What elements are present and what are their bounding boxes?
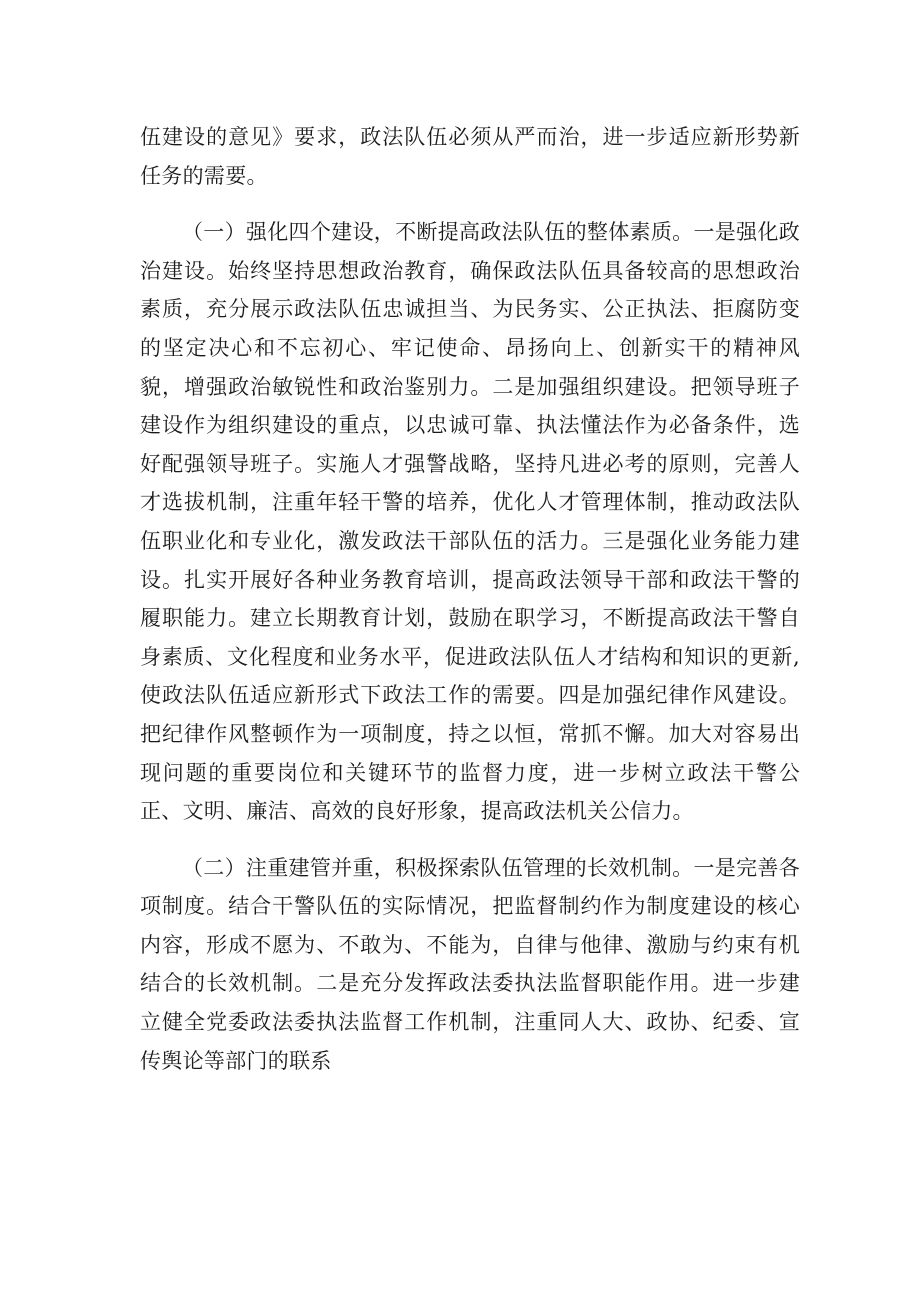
document-body	[140, 118, 800, 1080]
paragraph-section-1: （一）强化四个建设，不断提高政法队伍的整体素质。一是强化政治建设。始终坚持思想政治教育，确保政法队伍具备较高的思想政治素质，充分展示政法队伍忠诚担当、为民务实、公正执法、拒腐防变的坚定决心和不忘初心、牢记使命、昂扬向上、创新实干的精神风貌，增强政治敏锐性和政治鉴别力。二是加强组织建设。把领导班子建设作为组织建设的重点，以忠诚可靠、执法懂法作为必备条件，选好配强领导班子。实施人才强警战略，坚持凡进必考的原则，完善人才选拔机制，注重年轻干警的培养，优化人才管理体制，推动政法队伍职业化和专业化，激发政法干部队伍的活力。三是强化业务能力建设。扎实开展好各种业务教育培训，提高政法领导干部和政法干警的履职能力。建立长期教育计划，鼓励在职学习，不断提高政法干警自身素质、文化程度和业务水平，促进政法队伍人才结构和知识的更新,使政法队伍适应新形式下政法工作的需要。四是加强纪律作风建设。把纪律作风整顿作为一项制度，持之以恒，常抓不懈。加大对容易出现问题的重要岗位和关键环节的监督力度，进一步树立政法干警公正、文明、廉洁、高效的良好形象，提高政法机关公信力。	[140, 220, 800, 824]
paragraph-gap	[140, 831, 800, 849]
paragraph-gap	[140, 195, 800, 213]
paragraph-continuation: 伍建设的意见》要求，政法队伍必须从严而治，进一步适应新形势新任务的需要。	[140, 125, 800, 188]
paragraph-section-2: （二）注重建管并重，积极探索队伍管理的长效机制。一是完善各项制度。结合干警队伍的实际情况，把监督制约作为制度建设的核心内容，形成不愿为、不敢为、不能为，自律与他律、激励与约束有机结合的长效机制。二是充分发挥政法委执法监督职能作用。进一步建立健全党委政法委执法监督工作机制，注重同人大、政协、纪委、宣传舆论等部门的联系	[140, 855, 800, 1073]
